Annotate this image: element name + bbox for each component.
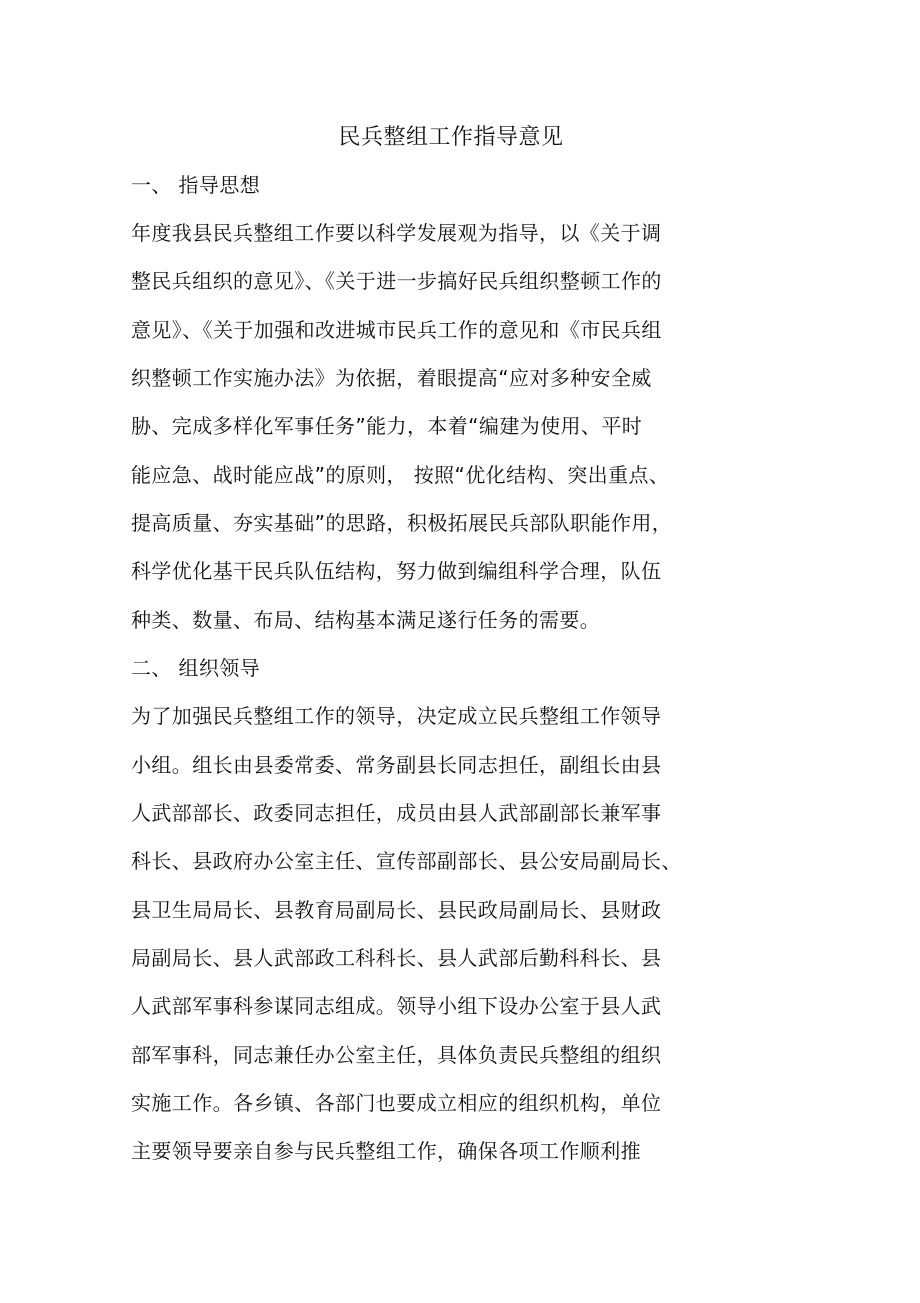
paragraph-line: 织整顿工作实施办法》为依据，着眼提高“应对多种安全威 <box>131 366 652 390</box>
paragraph-line: 县卫生局局长、县教育局副局长、县民政局副局长、县财政 <box>131 898 662 922</box>
paragraph-line: 局副局长、县人武部政工科科长、县人武部后勤科科长、县 <box>131 946 662 970</box>
paragraph-line: 年度我县民兵整组工作要以科学发展观为指导，以《关于调 <box>131 221 662 245</box>
paragraph-line: 能应急、战时能应战”的原则， 按照“优化结构、突出重点、 <box>131 463 670 487</box>
paragraph-line: 科长、县政府办公室主任、宣传部副部长、县公安局副局长、 <box>131 849 682 873</box>
section-heading-organization-leadership: 二、 组织领导 <box>131 656 261 680</box>
paragraph-line: 人武部部长、政委同志担任，成员由县人武部副部长兼军事 <box>131 801 662 825</box>
paragraph-line: 胁、完成多样化军事任务”能力，本着“编建为使用、平时 <box>131 414 643 438</box>
paragraph-line: 部军事科，同志兼任办公室主任，具体负责民兵整组的组织 <box>131 1043 662 1067</box>
document-title: 民兵整组工作指导意见 <box>338 125 564 150</box>
paragraph-line: 人武部军事科参谋同志组成。领导小组下设办公室于县人武 <box>131 994 662 1018</box>
paragraph-line: 提高质量、夯实基础”的思路，积极拓展民兵部队职能作用， <box>131 511 673 535</box>
paragraph-line: 小组。组长由县委常委、常务副县长同志担任，副组长由县 <box>131 753 662 777</box>
paragraph-line: 为了加强民兵整组工作的领导，决定成立民兵整组工作领导 <box>131 704 662 728</box>
paragraph-line: 种类、数量、布局、结构基本满足遂行任务的需要。 <box>131 608 601 632</box>
paragraph-line: 意见》、《关于加强和改进城市民兵工作的意见和《市民兵组 <box>131 318 662 342</box>
section-heading-guiding-ideology: 一、 指导思想 <box>131 173 261 197</box>
paragraph-line: 主要领导要亲自参与民兵整组工作，确保各项工作顺利推 <box>131 1139 641 1163</box>
paragraph-line: 实施工作。各乡镇、各部门也要成立相应的组织机构，单位 <box>131 1091 662 1115</box>
paragraph-line: 科学优化基干民兵队伍结构，努力做到编组科学合理，队伍 <box>131 559 662 583</box>
paragraph-line: 整民兵组织的意见》、《关于进一步搞好民兵组织整顿工作的 <box>131 269 662 293</box>
